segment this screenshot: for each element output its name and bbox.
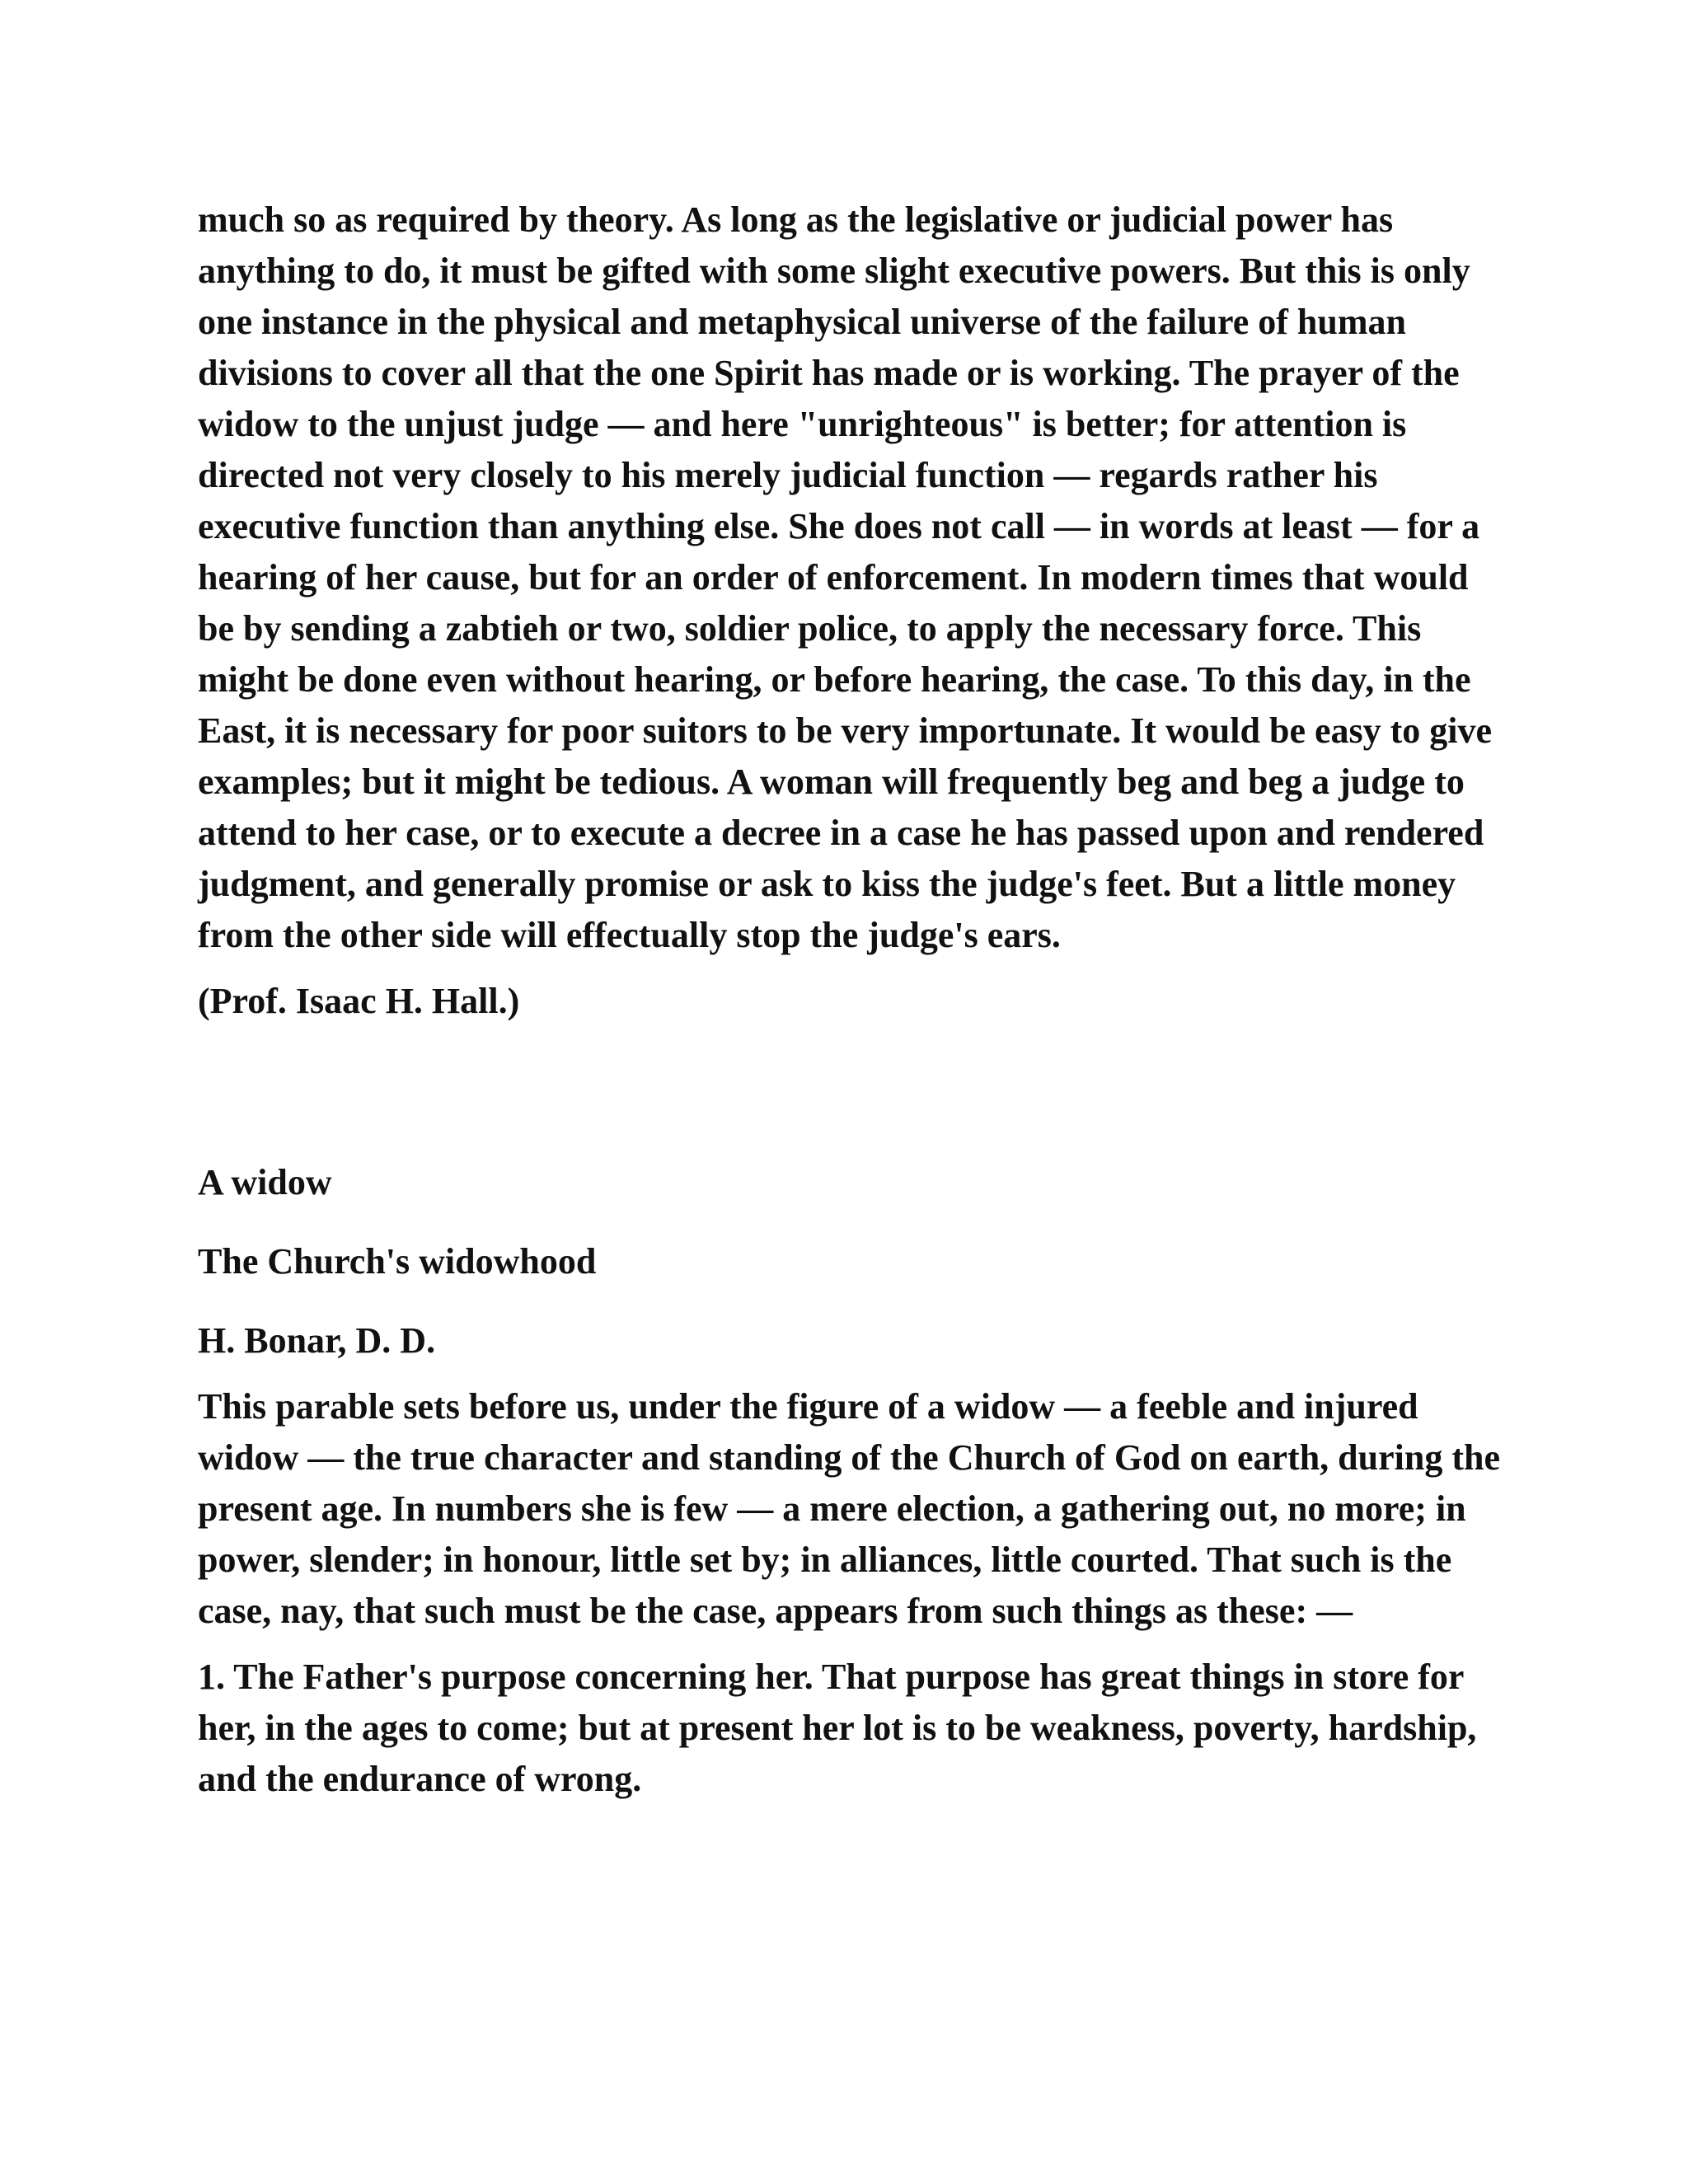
section-title-church-widowhood: The Church's widowhood (198, 1241, 597, 1282)
section-heading-widow: A widow (198, 1162, 332, 1202)
attribution-hall: (Prof. Isaac H. Hall.) (198, 981, 520, 1021)
section-spacer (198, 1027, 1500, 1157)
body-paragraph-parable: This parable sets before us, under the figure of a widow — a feeble and injured widow — the true character and standing of the Church of God on earth, during the present age. In numbers she is few — a mere election, a gathering out, no more; in power, slender; in honour, little set by; in alliances, little courted. That such is the case, nay, that such must be the case, appears from such things as these: — (198, 1386, 1500, 1631)
body-paragraph-fathers-purpose: 1. The Father's purpose concerning her. That purpose has great things in store for her, in the ages to come; but at present her lot is to be weakness, poverty, hardship, and the endurance of wrong. (198, 1657, 1477, 1799)
document-page (198, 194, 1500, 1820)
body-paragraph-executive-power: much so as required by theory. As long as the legislative or judicial power has anything to do, it must be gifted with some slight executive powers. But this is only one instance in the physical and metaphysical universe of the failure of human divisions to cover all that the one Spirit has made or is working. The prayer of the widow to the unjust judge — and here "unrighteous" is better; for attention is directed not very closely to his merely judicial function — regards rather his executive function than anything else. She does not call — in words at least — for a hearing of her cause, but for an order of enforcement. In modern times that would be by sending a zabtieh or two, soldier police, to apply the necessary force. This might be done even without hearing, or before hearing, the case. To this day, in the East, it is necessary for poor suitors to be very importunate. It would be easy to give examples; but it might be tedious. A woman will frequently beg and beg a judge to attend to her case, or to execute a decree in a case he has passed upon and rendered judgment, and generally promise or ask to kiss the judge's feet. But a little money from the other side will effectually stop the judge's ears. (198, 199, 1493, 955)
author-line: H. Bonar, D. D. (198, 1320, 436, 1361)
